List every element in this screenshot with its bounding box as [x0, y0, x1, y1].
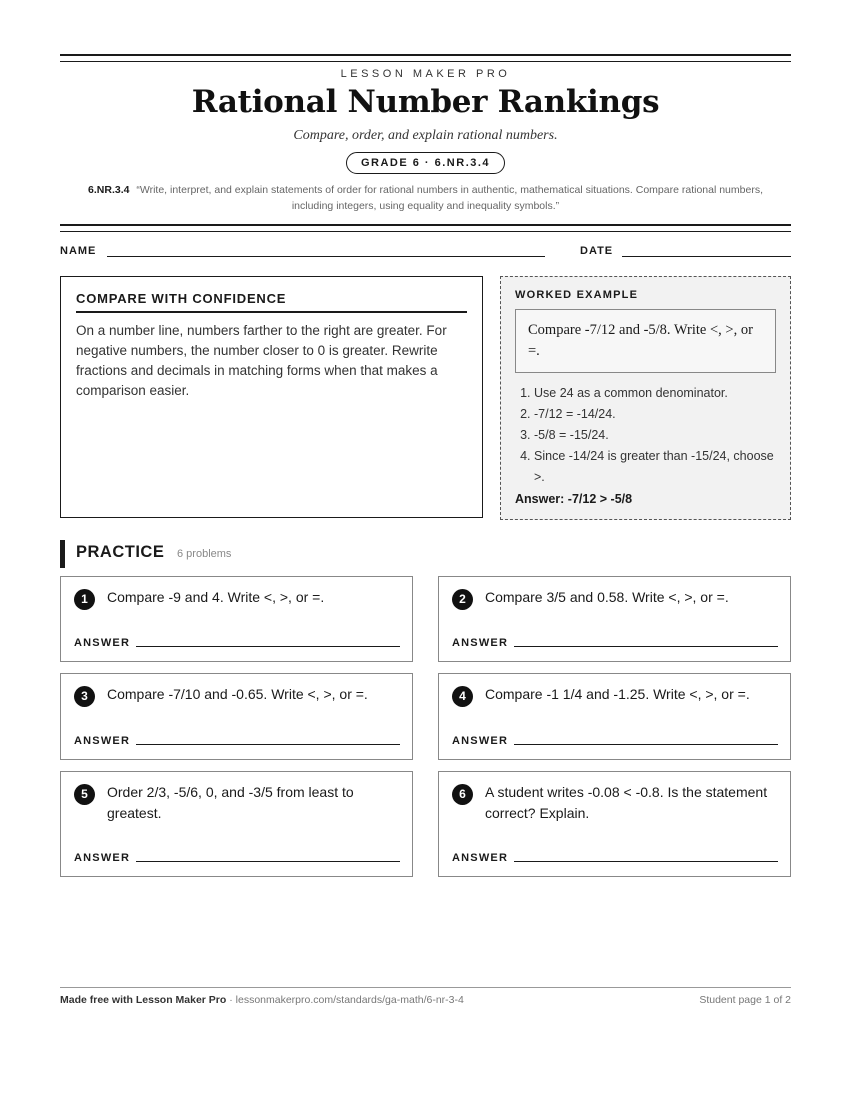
brand-name: LESSON MAKER PRO [340, 68, 511, 80]
problem-card-3 [60, 673, 413, 760]
footer-page-number: Student page 1 of 2 [699, 994, 791, 1006]
standard-code: 6.NR.3.4 [88, 184, 130, 196]
answer-field[interactable] [514, 744, 778, 745]
answer-field[interactable] [136, 744, 400, 745]
worked-example-answer: Answer: -7/12 > -5/8 [515, 492, 633, 506]
worked-example-steps [515, 383, 776, 488]
worked-example-title: WORKED EXAMPLE [515, 289, 639, 301]
footer-made-with: Made free with Lesson Maker Pro [60, 994, 227, 1006]
answer-label: ANSWER [74, 852, 131, 864]
worked-step: 3. -5/8 = -15/24. [534, 425, 776, 446]
worked-step: 1. Use 24 as a common denominator. [534, 383, 776, 404]
practice-header [60, 540, 791, 568]
practice-title: PRACTICE [76, 543, 165, 561]
worked-step: 4. Since -14/24 is greater than -15/24, choose >. [534, 446, 776, 488]
problem-number-badge: 5 [74, 784, 95, 805]
practice-count: 6 problems [177, 548, 232, 560]
problem-text: A student writes -0.08 < -0.8. Is the statement correct? Explain. [485, 784, 768, 821]
answer-field[interactable] [136, 646, 400, 647]
footer-credit [60, 994, 464, 1006]
problem-text: Order 2/3, -5/6, 0, and -3/5 from least to greatest. [107, 784, 354, 821]
answer-label: ANSWER [74, 735, 131, 747]
standard-statement [74, 182, 777, 214]
answer-field[interactable] [514, 861, 778, 862]
footer-separator: · [226, 994, 236, 1006]
answer-label: ANSWER [452, 735, 509, 747]
compare-body: On a number line, numbers farther to the right are greater. For negative numbers, the number closer to 0 is greater. Rewrite fractions and decimals in matching forms when that makes a comparison easier. [76, 323, 447, 398]
answer-field[interactable] [514, 646, 778, 647]
answer-label: ANSWER [74, 637, 131, 649]
problem-card-4 [438, 673, 791, 760]
worksheet-page [60, 0, 791, 1100]
grade-badge: GRADE 6 · 6.NR.3.4 [346, 152, 505, 174]
problem-card-1 [60, 576, 413, 662]
footer-url-link[interactable]: lessonmakerpro.com/standards/ga-math/6-nr-3-4 [235, 994, 464, 1006]
problem-number-badge: 3 [74, 686, 95, 707]
answer-field[interactable] [136, 861, 400, 862]
compare-title: COMPARE WITH CONFIDENCE [76, 291, 467, 313]
practice-accent-bar [60, 540, 65, 568]
top-double-rule [60, 54, 791, 62]
problem-number-badge: 2 [452, 589, 473, 610]
problem-card-2 [438, 576, 791, 662]
problem-text: Compare -7/10 and -0.65. Write <, >, or =. [107, 686, 368, 702]
problem-text: Compare -9 and 4. Write <, >, or =. [107, 589, 325, 605]
date-label: DATE [580, 245, 614, 257]
header-bottom-rule [60, 224, 791, 232]
problem-number-badge: 1 [74, 589, 95, 610]
problem-text: Compare -1 1/4 and -1.25. Write <, >, or =. [485, 686, 750, 702]
worked-example-question: Compare -7/12 and -5/8. Write <, >, or =. [515, 309, 776, 373]
answer-label: ANSWER [452, 852, 509, 864]
standard-text: “Write, interpret, and explain statements of order for rational numbers in authentic, mathematical situations. Compare rational numbers, including integers, using equality and inequality symbols.” [136, 184, 763, 212]
answer-label: ANSWER [452, 637, 509, 649]
name-date-row [60, 245, 791, 261]
compare-panel [60, 276, 483, 518]
problem-card-6 [438, 771, 791, 877]
date-field[interactable] [622, 256, 791, 257]
problem-number-badge: 6 [452, 784, 473, 805]
worked-step: 2. -7/12 = -14/24. [534, 404, 776, 425]
page-title: Rational Number Rankings [191, 84, 660, 120]
problem-number-badge: 4 [452, 686, 473, 707]
problem-card-5 [60, 771, 413, 877]
grade-badge-wrap [60, 152, 791, 174]
name-field[interactable] [107, 256, 545, 257]
name-label: NAME [60, 245, 97, 257]
problem-text: Compare 3/5 and 0.58. Write <, >, or =. [485, 589, 729, 605]
page-subtitle: Compare, order, and explain rational numbers. [293, 128, 558, 143]
footer-divider [60, 987, 791, 988]
worked-example-panel [500, 276, 791, 520]
